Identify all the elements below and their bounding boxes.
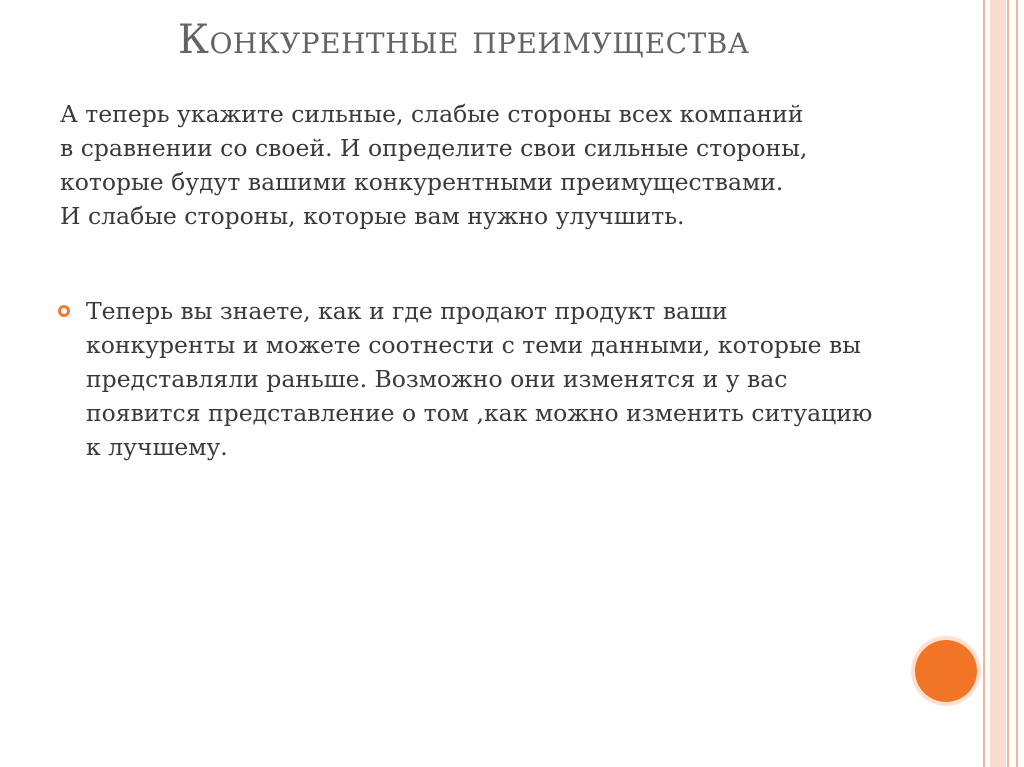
bullet-line: представляли раньше. Возможно они изменятся и у вас: [86, 365, 788, 393]
orange-circle-decoration: [915, 640, 977, 702]
frame-band: [990, 0, 1006, 767]
bullet-line: Теперь вы знаете, как и где продают продукт ваши: [86, 297, 728, 325]
intro-line: в сравнении со своей. И определите свои сильные стороны,: [60, 134, 808, 162]
bullet-line: к лучшему.: [86, 433, 228, 461]
bullet-line: появится представление о том ,как можно изменить ситуацию: [86, 399, 873, 427]
frame-line-left: [983, 0, 985, 767]
frame-line-right: [1016, 0, 1018, 767]
slide-title: Конкурентные преимущества: [178, 17, 750, 63]
intro-paragraph: [60, 97, 920, 233]
bullet-line: конкуренты и можете соотнести с теми данными, которые вы: [86, 331, 861, 359]
intro-line: А теперь укажите сильные, слабые стороны всех компаний: [60, 100, 804, 128]
frame-line-middle: [1007, 0, 1009, 767]
hollow-circle-bullet-icon: [58, 305, 70, 317]
bullet-text: [86, 294, 966, 464]
intro-line: которые будут вашими конкурентными преимуществами.: [60, 168, 784, 196]
intro-line: И слабые стороны, которые вам нужно улучшить.: [60, 202, 685, 230]
